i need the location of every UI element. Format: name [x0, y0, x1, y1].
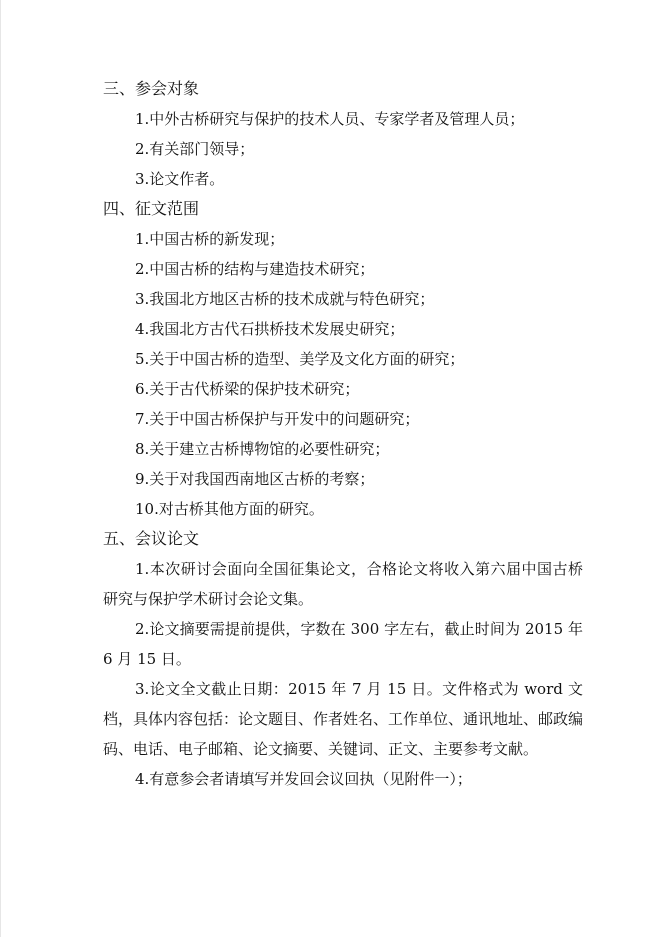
- paper-paragraph: 4.有意参会者请填写并发回会议回执（见附件一）；: [135, 770, 472, 788]
- topic-item: 8.关于建立古桥博物馆的必要性研究；: [135, 440, 390, 458]
- topic-item: 5.关于中国古桥的造型、美学及文化方面的研究；: [135, 350, 465, 368]
- topic-item: 4.我国北方古代石拱桥技术发展史研究；: [135, 320, 405, 338]
- topic-item: 6.关于古代桥梁的保护技术研究；: [135, 380, 360, 398]
- topic-item: 9.关于对我国西南地区古桥的考察；: [135, 470, 375, 488]
- topic-item: 1.中国古桥的新发现；: [135, 230, 285, 248]
- section-heading-attendees: 三、参会对象: [103, 79, 200, 98]
- paper-paragraph: 1.本次研讨会面向全国征集论文，合格论文将收入第六届中国古桥研究与保护学术研讨会论文集。: [103, 560, 583, 608]
- section-heading-call-for-papers: 四、征文范围: [103, 199, 200, 218]
- section-heading-conference-papers: 五、会议论文: [103, 529, 200, 548]
- topic-item: 7.关于中国古桥保护与开发中的问题研究；: [135, 410, 420, 428]
- topic-item: 3.我国北方地区古桥的技术成就与特色研究；: [135, 290, 435, 308]
- topic-item: 2.中国古桥的结构与建造技术研究；: [135, 260, 375, 278]
- document-content: [103, 74, 583, 794]
- topic-item: 10.对古桥其他方面的研究。: [135, 500, 324, 518]
- attendee-item: 2.有关部门领导；: [135, 140, 255, 158]
- paper-paragraph: 3.论文全文截止日期：2015 年 7 月 15 日。文件格式为 word 文档，具体内容包括：论文题目、作者姓名、工作单位、通讯地址、邮政编码、电话、电子邮箱、论文摘要、关键词、正文、主要参考文献。: [103, 680, 584, 758]
- paper-paragraph: 2.论文摘要需提前提供，字数在 300 字左右，截止时间为 2015 年 6 月 15 日。: [103, 620, 583, 668]
- attendee-item: 3.论文作者。: [135, 170, 225, 188]
- attendee-item: 1.中外古桥研究与保护的技术人员、专家学者及管理人员；: [135, 110, 525, 128]
